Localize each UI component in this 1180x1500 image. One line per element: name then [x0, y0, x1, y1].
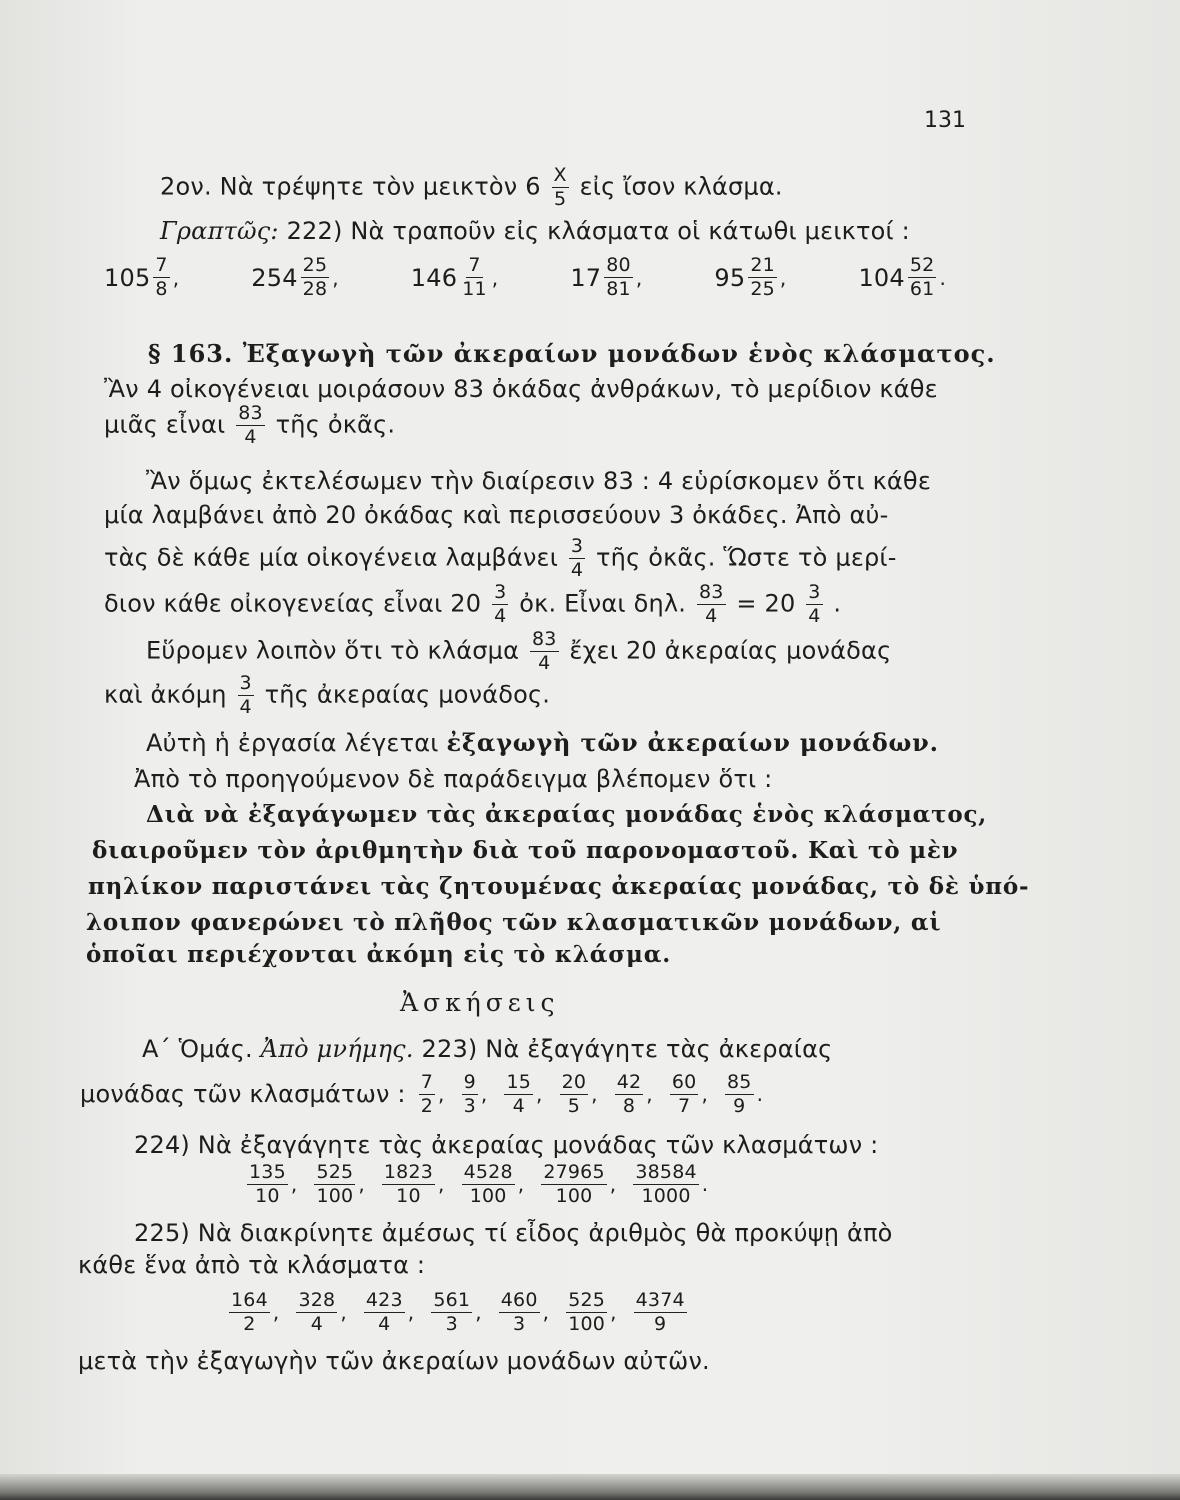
group-a-label: Α΄ Ὁμάς. [142, 1035, 253, 1063]
fraction-separator: , [475, 1300, 482, 1324]
paragraph-1-line-1: Ἂν 4 οἰκογένειαι μοιράσουν 83 ὀκάδας ἀνθράκων, τὸ μερίδιον κάθε [104, 375, 938, 403]
fraction-separator: , [609, 1172, 617, 1196]
fraction-numerator: 135 [249, 1160, 286, 1183]
fraction-item [457, 256, 498, 299]
fraction-denominator: 4 [378, 1312, 391, 1335]
mixed-number [570, 256, 642, 299]
mixed-number [858, 256, 946, 299]
mixed-whole: 105 [104, 263, 151, 292]
fraction-denominator: 28 [302, 278, 328, 300]
fraction-item [630, 1162, 708, 1206]
written-label: Γραπτῶς: [160, 217, 279, 245]
fraction-denominator: 2 [420, 1094, 434, 1117]
fraction [229, 1288, 270, 1335]
mixed-numbers-row [104, 256, 964, 299]
fraction [615, 1070, 644, 1117]
fraction-numerator: 164 [231, 1288, 268, 1311]
fraction-item [428, 1290, 481, 1334]
fraction-item [150, 256, 179, 299]
fraction-item [311, 1162, 364, 1206]
fraction-item [293, 1290, 346, 1334]
fraction-separator: , [340, 1300, 347, 1324]
mixed-number [714, 256, 786, 299]
fraction-denominator: 100 [316, 1184, 354, 1207]
rule-line-1: Διὰ νὰ ἐξαγάγωμεν τὰς ἀκεραίας μονάδας ἑνὸς κλάσματος, [146, 801, 988, 828]
fraction-denominator: 8 [155, 278, 168, 300]
paragraph-2-line-2: μία λαμβάνει ἀπὸ 20 ὀκάδας καὶ περισσεύουν 3 ὀκάδες. Ἀπὸ αὐ- [104, 501, 889, 529]
fraction-denominator: 3 [463, 1094, 476, 1117]
exercise-224-fractions [244, 1162, 722, 1206]
p2-text-d: ὀκ. Εἶναι δηλ. [519, 589, 687, 618]
fraction-item [612, 1072, 653, 1116]
paragraph-3-line-1 [146, 630, 891, 673]
fraction-separator: , [517, 1172, 525, 1196]
fraction-separator: . [756, 1082, 764, 1106]
p2-text-e: = 20 [736, 589, 796, 618]
p4-text: Αὐτὴ ἡ ἐργασία λέγεται [146, 729, 439, 757]
paragraph-2-line-3 [104, 537, 897, 580]
fraction [633, 1160, 698, 1207]
mixed-whole: 95 [714, 263, 746, 292]
fraction-denominator: 4 [494, 605, 507, 627]
section-title: § 163. Ἐξαγωγὴ τῶν ἀκεραίων μονάδων ἑνὸς κλάσματος. [148, 339, 996, 368]
fraction-item [667, 1072, 708, 1116]
fraction [566, 1288, 607, 1335]
fraction-numerator: 52 [909, 254, 935, 276]
rule-line-3: πηλίκον παριστάνει τὰς ζητουμένας ἀκεραίας μονάδας, τὸ δὲ ὑπό- [88, 873, 1030, 900]
p3-text-a: Εὕρομεν λοιπὸν ὅτι τὸ κλάσμα [146, 636, 520, 665]
fraction-separator: , [591, 1082, 598, 1106]
fraction-numerator: 561 [433, 1288, 471, 1311]
p3-fraction-2 [238, 674, 254, 717]
scan-bottom-edge [0, 1474, 1180, 1500]
exercise-225-line-4: μετὰ τὴν ἐξαγωγὴν τῶν ἀκεραίων μονάδων αὐτῶν. [78, 1347, 710, 1375]
fraction-item [496, 1290, 549, 1334]
fraction-denominator: 2 [243, 1312, 256, 1335]
p3-text-d: τῆς ἀκεραίας μονάδος. [264, 680, 551, 709]
p4-bold-term: ἐξαγωγὴ τῶν ἀκεραίων μονάδων. [446, 728, 939, 757]
fraction [634, 1288, 687, 1335]
exercises-heading: Ἀσκήσεις [400, 988, 560, 1017]
paragraph-2-line-4 [104, 583, 841, 626]
p2-text-c: διον κάθε οἰκογενείας εἶναι 20 [104, 589, 482, 618]
mixed-number [251, 256, 339, 299]
fraction [301, 256, 330, 299]
paragraph-3-line-2 [104, 674, 550, 717]
fraction [462, 1070, 478, 1117]
fraction [748, 256, 777, 299]
fraction-separator: , [438, 1082, 445, 1106]
fraction-denominator: 100 [555, 1184, 593, 1207]
fraction-separator: , [542, 1300, 550, 1324]
fraction-numerator: 9 [463, 1070, 476, 1093]
fraction-denominator: 4 [538, 652, 551, 674]
fraction-numerator: 525 [568, 1288, 606, 1311]
fraction-item [601, 256, 642, 299]
exercise-223-fractions [416, 1072, 777, 1116]
fraction-denominator: 8 [622, 1094, 636, 1117]
fraction-item [557, 1072, 598, 1116]
fraction-item [538, 1162, 616, 1206]
fraction-separator: , [701, 1082, 708, 1106]
mixed-number [411, 256, 499, 299]
fraction-numerator: 20 [561, 1070, 587, 1093]
p2-text-b: τῆς ὀκᾶς. Ὥστε τὸ μερί- [596, 543, 897, 572]
fraction-numerator: 7 [155, 254, 168, 276]
fraction-denominator: 4 [705, 605, 718, 627]
fraction-separator: , [646, 1082, 653, 1106]
fraction-denominator: 9 [654, 1312, 667, 1335]
fraction-denominator: 3 [445, 1312, 458, 1335]
fraction [725, 1070, 754, 1117]
exercise-223-lead: μονάδας τῶν κλασμάτων : [80, 1080, 406, 1108]
fraction [364, 1288, 405, 1335]
p3-fraction-1 [530, 630, 559, 673]
fraction-numerator: 21 [750, 254, 775, 276]
fraction-numerator: 423 [365, 1288, 403, 1311]
fraction-separator: , [536, 1082, 543, 1106]
fraction [460, 256, 489, 299]
fraction-numerator: 83 [531, 628, 557, 650]
from-memory-label: Ἀπὸ μνήμης. [260, 1035, 414, 1063]
exercise-222-text: 222) Νὰ τραποῦν εἰς κλάσματα οἱ κάτωθι μεικτοί : [286, 217, 910, 245]
fraction-separator: . [701, 1172, 709, 1196]
fraction-numerator: 4374 [635, 1288, 685, 1311]
fraction-separator: , [635, 265, 643, 290]
p3-text-c: καὶ ἀκόμη [104, 680, 227, 709]
fraction-denominator: 4 [808, 605, 821, 627]
fraction [247, 1160, 288, 1207]
fraction-numerator: 42 [616, 1070, 642, 1093]
fraction-item [905, 256, 946, 299]
exercise-225-fractions [226, 1290, 704, 1334]
fraction-denominator: 10 [396, 1184, 421, 1207]
p1-text-b: τῆς ὀκᾶς. [275, 410, 396, 439]
fraction-numerator: 83 [238, 402, 263, 424]
fraction-numerator: 27965 [543, 1160, 605, 1183]
fraction-separator: , [480, 1082, 488, 1106]
fraction-separator: , [272, 1300, 280, 1324]
fraction [560, 1070, 589, 1117]
fraction-item [563, 1290, 616, 1334]
fraction-separator: , [358, 1172, 365, 1196]
fraction-separator: , [290, 1172, 298, 1196]
fraction-numerator: 7 [420, 1070, 434, 1093]
fraction-numerator: 3 [239, 672, 252, 694]
fraction [314, 1160, 355, 1207]
fraction-separator: , [172, 265, 180, 290]
fraction [382, 1160, 435, 1207]
fraction-separator: , [438, 1172, 445, 1196]
fraction-denominator: 100 [568, 1312, 606, 1335]
exercise-2-suffix: εἰς ἴσον κλάσμα. [579, 172, 783, 201]
mixed-whole: 17 [570, 263, 602, 292]
fraction-denominator: 4 [244, 426, 257, 448]
fraction-item [298, 256, 339, 299]
fraction-item [244, 1162, 297, 1206]
p3-text-b: ἔχει 20 ἀκεραίας μονάδας [569, 636, 892, 665]
exercise-225-line-2: κάθε ἕνα ἀπὸ τὰ κλάσματα : [78, 1251, 426, 1279]
fraction-item [379, 1162, 445, 1206]
mixed-whole: 146 [410, 263, 458, 292]
mixed-number [104, 256, 179, 299]
fraction [153, 256, 169, 299]
fraction-item [226, 1290, 279, 1334]
exercise-224-line: 224) Νὰ ἐξαγάγητε τὰς ἀκεραίας μονάδας τῶν κλασμάτων : [134, 1131, 879, 1159]
fraction-denominator: 4 [512, 1094, 525, 1117]
fraction-numerator: 83 [698, 581, 724, 603]
fraction-denominator: 9 [733, 1094, 746, 1117]
fraction-item [361, 1290, 414, 1334]
fraction [296, 1288, 337, 1335]
fraction-numerator: 525 [316, 1160, 354, 1183]
exercise-2-line [160, 166, 783, 209]
exercise-222-line [160, 216, 910, 246]
exercise-225-line: 225) Νὰ διακρίνητε ἀμέσως τί εἶδος ἀριθμὸς θὰ προκύψῃ ἀπὸ [134, 1219, 893, 1247]
fraction-numerator: 460 [500, 1288, 538, 1311]
fraction-numerator: 7 [468, 254, 481, 276]
p2-text-a: τὰς δὲ κάθε μία οἰκογένεια λαμβάνει [104, 543, 559, 572]
fraction-numerator: 328 [298, 1288, 336, 1311]
paragraph-2-line-1: Ἂν ὅμως ἐκτελέσωμεν τὴν διαίρεσιν 83 : 4 εὑρίσκομεν ὅτι κάθε [146, 467, 931, 495]
fraction-denominator: 1000 [641, 1184, 691, 1207]
p2-text-f: . [833, 589, 842, 618]
exercise-223-line [142, 1034, 832, 1064]
fraction [908, 256, 937, 299]
rule-line-5: ὁποῖαι περιέχονται ἀκόμη εἰς τὸ κλάσμα. [86, 941, 671, 968]
fraction-item [631, 1288, 690, 1335]
rule-line-4: λοιπον φανερώνει τὸ πλῆθος τῶν κλασματικῶν μονάδων, αἱ [86, 909, 942, 936]
fraction-denominator: 100 [469, 1184, 507, 1207]
fraction [541, 1160, 606, 1207]
fraction-item [416, 1072, 445, 1116]
fraction-denominator: 81 [606, 278, 631, 300]
fraction-numerator: 3 [494, 581, 507, 603]
fraction-denominator: 5 [567, 1094, 581, 1117]
fraction-numerator: 1823 [383, 1160, 434, 1183]
p2-fraction-4 [806, 583, 822, 626]
fraction-item [745, 256, 786, 299]
fraction-separator: , [332, 265, 339, 290]
fraction-denominator: 25 [750, 278, 775, 300]
fraction-denominator: 5 [553, 188, 567, 210]
fraction-denominator: 4 [310, 1312, 324, 1335]
fraction-separator: , [407, 1300, 415, 1324]
mixed-whole: 254 [251, 263, 298, 292]
fraction-item [459, 1162, 525, 1206]
fraction-numerator: 85 [727, 1070, 752, 1093]
fraction-denominator: 11 [462, 278, 487, 300]
fraction [499, 1288, 540, 1335]
fraction [670, 1070, 699, 1117]
fraction-numerator: X [553, 164, 567, 186]
fraction-separator: , [610, 1300, 617, 1324]
fraction-separator: , [779, 265, 787, 290]
fraction-item [501, 1072, 542, 1116]
fraction-numerator: 80 [606, 254, 631, 276]
fraction-item [722, 1072, 763, 1116]
exercise-223-text: 223) Νὰ ἐξαγάγητε τὰς ἀκεραίας [421, 1035, 833, 1063]
page-number: 131 [924, 108, 966, 133]
fraction-numerator: 3 [808, 581, 821, 603]
fraction [462, 1160, 515, 1207]
fraction-item [459, 1072, 488, 1116]
fraction [419, 1070, 435, 1117]
fraction-numerator: 4528 [463, 1160, 513, 1183]
fraction-numerator: 25 [302, 254, 328, 276]
fraction-numerator: 15 [506, 1070, 532, 1093]
fraction-denominator: 10 [255, 1184, 280, 1207]
fraction-separator: . [939, 265, 946, 290]
fraction-separator: , [491, 265, 499, 290]
exercise-2-prefix: 2ον. Νὰ τρέψητε τὸν μεικτὸν 6 [160, 172, 541, 201]
paragraph-5: Ἀπὸ τὸ προηγούμενον δὲ παράδειγμα βλέπομεν ὅτι : [134, 765, 773, 793]
exercise-2-fraction [552, 166, 569, 209]
paragraph-1-line-2 [104, 404, 395, 447]
fraction [604, 256, 633, 299]
fraction-denominator: 4 [570, 559, 584, 581]
rule-line-2: διαιροῦμεν τὸν ἀριθμητὴν διὰ τοῦ παρονομαστοῦ. Καὶ τὸ μὲν [92, 837, 959, 864]
fraction [504, 1070, 533, 1117]
fraction-numerator: 60 [671, 1070, 697, 1093]
fraction-numerator: 38584 [635, 1160, 697, 1183]
p2-fraction-1 [569, 537, 585, 580]
fraction-denominator: 61 [909, 278, 935, 300]
p2-fraction-2 [492, 583, 508, 626]
fraction-denominator: 4 [239, 696, 252, 718]
p1-text-a: μιᾶς εἶναι [104, 410, 226, 439]
p2-fraction-3 [697, 583, 726, 626]
exercise-223-line-2 [80, 1072, 777, 1116]
fraction-denominator: 3 [513, 1312, 526, 1335]
p1-fraction [236, 404, 265, 447]
mixed-whole: 104 [858, 263, 905, 292]
fraction-denominator: 7 [678, 1094, 691, 1117]
fraction [431, 1288, 472, 1335]
paragraph-4 [146, 728, 939, 758]
fraction-numerator: 3 [570, 535, 584, 557]
